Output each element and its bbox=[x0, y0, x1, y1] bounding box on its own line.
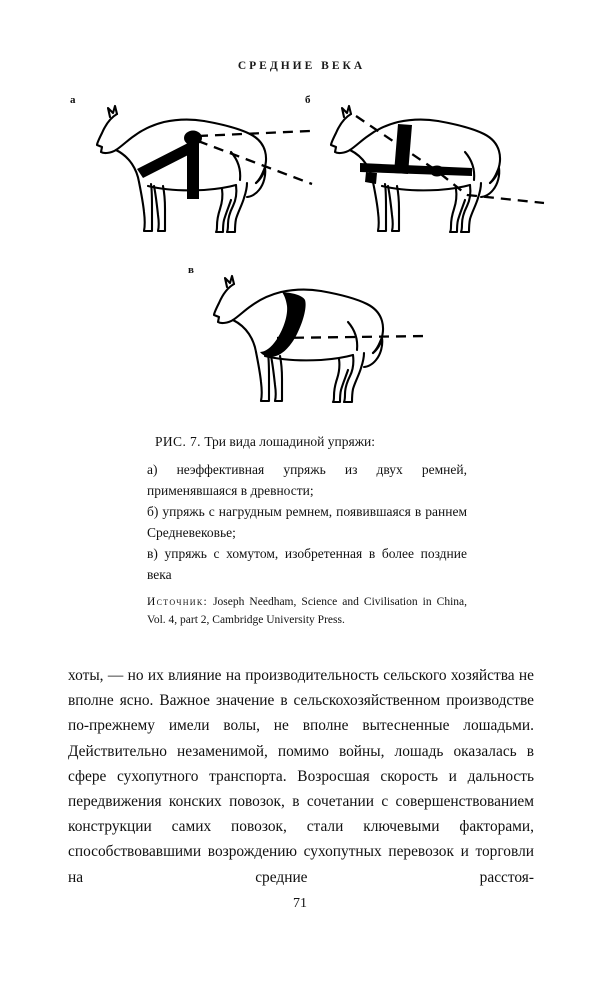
page-number: 71 bbox=[293, 896, 307, 911]
horse-diagram-v bbox=[203, 270, 433, 405]
panel-label-b: б bbox=[305, 94, 311, 106]
source-label: Источник: bbox=[147, 596, 208, 608]
horse-diagram-b bbox=[320, 100, 550, 235]
figure-source-note bbox=[147, 594, 467, 629]
source-text: Joseph Needham, Science and Civilisation in China, Vol. 4, part 2, Cambridge University Press. bbox=[147, 596, 467, 626]
caption-item: б) упряжь с нагрудным ремнем, появившаяся в раннем Средневековье; bbox=[147, 504, 467, 540]
caption-item: а) неэффективная упряжь из двух ремней, применявшаяся в древности; bbox=[147, 462, 467, 498]
caption-item-list bbox=[147, 459, 467, 585]
running-head: СРЕДНИЕ ВЕКА bbox=[237, 60, 366, 72]
caption-title-line bbox=[147, 432, 467, 452]
caption-title-text: Три вида лошадиной упряжи: bbox=[204, 434, 376, 449]
figure-number-label: РИС. 7. bbox=[155, 434, 201, 449]
panel-label-v: в bbox=[188, 264, 194, 276]
horse-diagram-a bbox=[86, 100, 316, 235]
caption-item: в) упряжь с хомутом, изобретенная в более поздние века bbox=[147, 546, 467, 582]
figure-caption bbox=[147, 432, 467, 629]
body-paragraph: хоты, — но их влияние на производительность сельского хозяйства не вполне ясно. Важное значение в сельскохозяйственном производстве по-прежнему имели волы, не вполне вытесненные лошадьми. Действительно незаменимой, помимо войны, лошадь оказалась в сфере сухопутного транспорта. Возросшая скорость и дальность передвижения конских повозок, в сочетании с совершенствованием конструкции самих повозок, стали ключевыми факторами, способствовавшими возрождению сухопутных перевозок и торговли на средние расстоя- bbox=[68, 667, 534, 886]
body-text-block bbox=[68, 663, 534, 890]
figure-7-illustration bbox=[0, 92, 600, 417]
panel-label-a: а bbox=[70, 94, 76, 106]
